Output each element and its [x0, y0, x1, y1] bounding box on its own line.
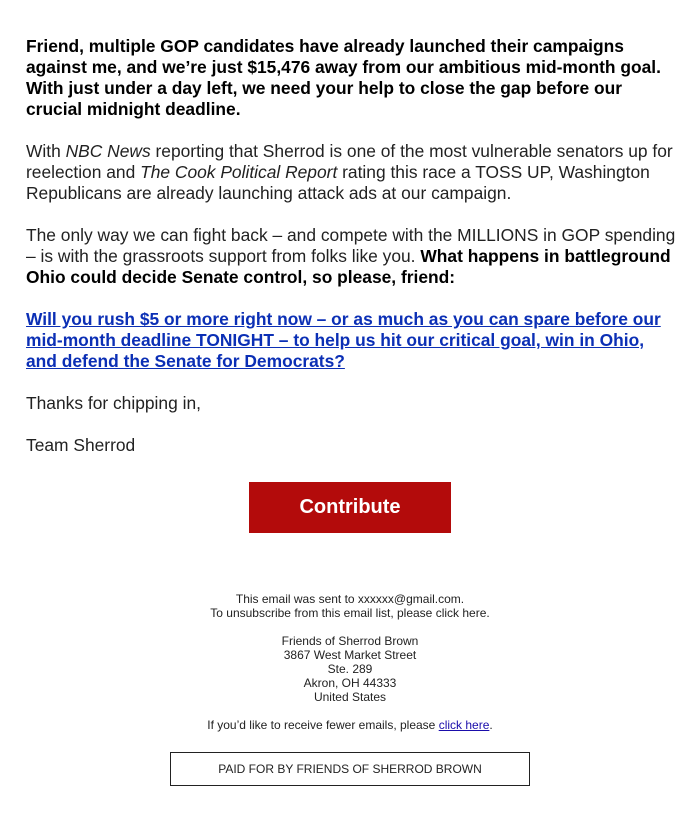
nbc-news-italic: NBC News	[65, 141, 151, 161]
thanks-text: Thanks for chipping in,	[26, 393, 201, 413]
address-street: 3867 West Market Street	[283, 648, 417, 662]
unsubscribe-text[interactable]: To unsubscribe from this email list, please click here.	[210, 606, 490, 620]
intro-text: Friend, multiple GOP candidates have already launched their campaigns against me, and we’re just $15,476 away from our ambitious mid-month goal. With just under a day left, we need your help to close the gap before our crucial midnight deadline.	[26, 36, 661, 119]
address-country: United States	[313, 690, 387, 704]
fight-bold-text: What happens in battleground Ohio could decide Senate control, so please, friend:	[26, 246, 671, 287]
footer-spacer	[0, 620, 700, 634]
cook-report-italic: The Cook Political Report	[140, 162, 338, 182]
paid-for-disclaimer: PAID FOR BY FRIENDS OF SHERROD BROWN	[170, 752, 530, 786]
address-suite: Ste. 289	[327, 662, 373, 676]
nbc-text-3: rating this race a TOSS UP, Washington Republicans are already launching attack ads at our campaign.	[26, 162, 650, 203]
nbc-text-1: With	[26, 141, 66, 161]
email-footer	[0, 592, 700, 732]
signature-text: Team Sherrod	[26, 435, 136, 455]
fewer-emails-text	[0, 718, 700, 732]
contribute-button[interactable]: Contribute	[249, 482, 451, 533]
org-name: Friends of Sherrod Brown	[281, 634, 419, 648]
fewer-emails-prefix: If you’d like to receive fewer emails, please	[207, 718, 439, 732]
sent-to-text: This email was sent to xxxxxx@gmail.com.	[235, 592, 465, 606]
email-body	[26, 36, 676, 477]
intro-paragraph	[26, 36, 676, 120]
fight-paragraph	[26, 225, 676, 288]
nbc-paragraph	[26, 141, 676, 204]
footer-spacer-2	[0, 704, 700, 718]
address-city: Akron, OH 44333	[303, 676, 397, 690]
ask-paragraph	[26, 309, 676, 372]
fewer-emails-suffix: .	[489, 718, 493, 732]
contribute-button-wrap	[249, 482, 451, 533]
nbc-text-2: reporting that Sherrod is one of the most vulnerable senators up for reelection and	[26, 141, 673, 182]
fight-text: The only way we can fight back – and compete with the MILLIONS in GOP spending – is with the grassroots support from folks like you.	[26, 225, 676, 266]
donate-ask-link[interactable]: Will you rush $5 or more right now – or as much as you can spare before our mid-month deadline TONIGHT – to help us hit our critical goal, win in Ohio, and defend the Senate for Democrats?	[26, 309, 661, 371]
fewer-emails-link[interactable]: click here	[438, 718, 490, 732]
